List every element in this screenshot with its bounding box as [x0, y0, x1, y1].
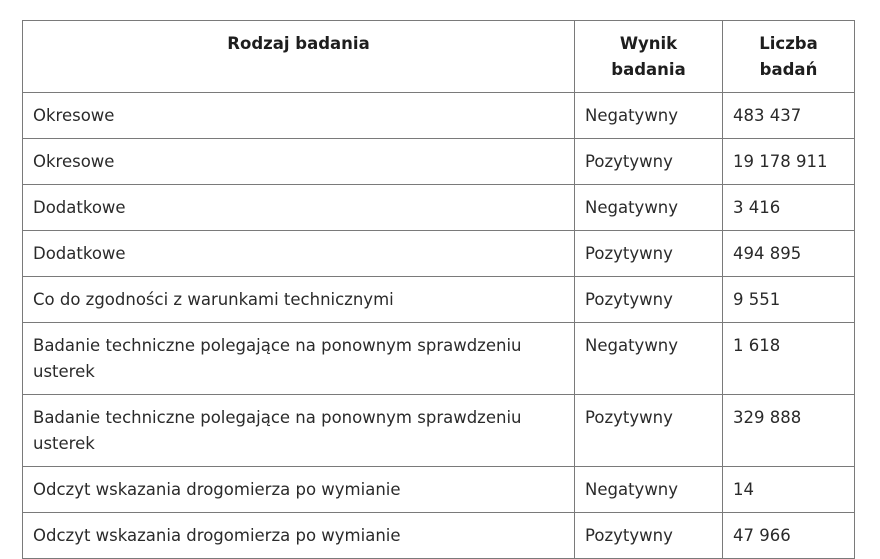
cell-result: Pozytywny — [575, 513, 723, 559]
cell-result: Negatywny — [575, 93, 723, 139]
table-row — [23, 93, 855, 139]
cell-result: Negatywny — [575, 467, 723, 513]
cell-count: 19 178 911 — [723, 139, 855, 185]
cell-count: 3 416 — [723, 185, 855, 231]
cell-result: Pozytywny — [575, 277, 723, 323]
table-row — [23, 323, 855, 395]
inspections-table-container — [22, 20, 854, 559]
table-header-row — [23, 21, 855, 93]
table-row — [23, 467, 855, 513]
cell-type: Odczyt wskazania drogomierza po wymianie — [23, 467, 575, 513]
cell-count: 1 618 — [723, 323, 855, 395]
cell-type: Badanie techniczne polegające na ponownym sprawdzeniu usterek — [23, 395, 575, 467]
cell-type: Badanie techniczne polegające na ponownym sprawdzeniu usterek — [23, 323, 575, 395]
table-row — [23, 231, 855, 277]
cell-count: 9 551 — [723, 277, 855, 323]
table-row — [23, 395, 855, 467]
cell-type: Dodatkowe — [23, 231, 575, 277]
cell-result: Pozytywny — [575, 231, 723, 277]
cell-result: Negatywny — [575, 185, 723, 231]
table-row — [23, 277, 855, 323]
table-row — [23, 513, 855, 559]
table-row — [23, 185, 855, 231]
header-type: Rodzaj badania — [23, 21, 575, 93]
cell-type: Co do zgodności z warunkami technicznymi — [23, 277, 575, 323]
cell-type: Odczyt wskazania drogomierza po wymianie — [23, 513, 575, 559]
cell-result: Pozytywny — [575, 395, 723, 467]
cell-result: Pozytywny — [575, 139, 723, 185]
cell-count: 47 966 — [723, 513, 855, 559]
inspections-table — [22, 20, 855, 559]
cell-count: 329 888 — [723, 395, 855, 467]
header-result: Wynik badania — [575, 21, 723, 93]
cell-type: Okresowe — [23, 93, 575, 139]
header-count: Liczba badań — [723, 21, 855, 93]
table-row — [23, 139, 855, 185]
cell-count: 14 — [723, 467, 855, 513]
cell-type: Okresowe — [23, 139, 575, 185]
cell-type: Dodatkowe — [23, 185, 575, 231]
cell-count: 483 437 — [723, 93, 855, 139]
cell-count: 494 895 — [723, 231, 855, 277]
cell-result: Negatywny — [575, 323, 723, 395]
